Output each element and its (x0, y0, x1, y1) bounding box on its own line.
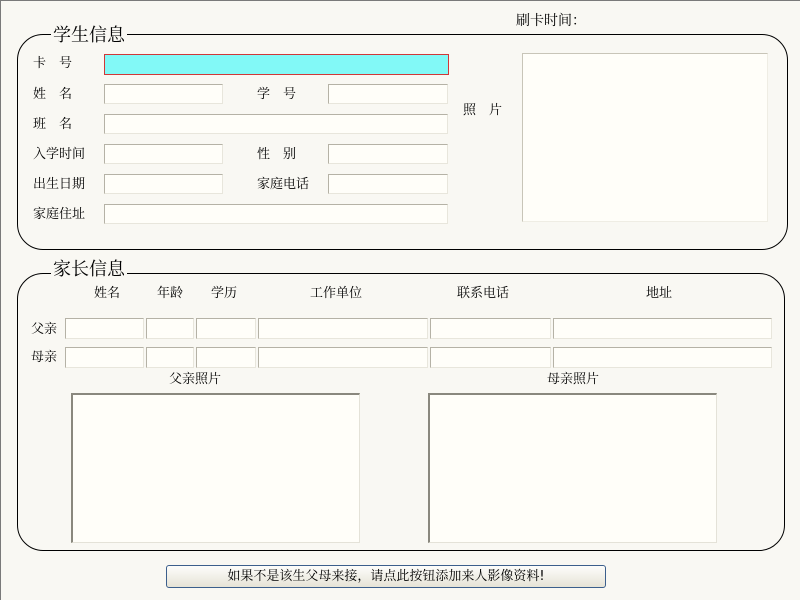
mother-photo-label: 母亲照片 (547, 372, 600, 387)
col-header-employer: 工作单位 (309, 286, 362, 301)
mother-phone-input[interactable] (430, 347, 551, 368)
col-header-education: 学历 (210, 286, 237, 301)
father-phone-input[interactable] (430, 318, 551, 339)
class-label: 班 名 (33, 117, 73, 132)
enroll-date-input[interactable] (104, 144, 223, 164)
student-no-input[interactable] (328, 84, 448, 104)
student-no-label: 学 号 (257, 87, 297, 102)
add-pickup-person-button[interactable]: 如果不是该生父母来接，请点此按钮添加来人影像资料! (166, 565, 606, 588)
col-header-name: 姓名 (93, 286, 120, 301)
parent-info-legend: 家长信息 (53, 259, 125, 280)
col-header-address: 地址 (645, 286, 672, 301)
mother-name-input[interactable] (65, 347, 144, 368)
card-no-input[interactable] (104, 54, 449, 75)
mother-row-label: 母亲 (31, 350, 58, 365)
student-info-legend: 学生信息 (53, 25, 125, 46)
home-address-label: 家庭住址 (33, 207, 86, 222)
birth-date-input[interactable] (104, 174, 223, 194)
photo-label: 照 片 (463, 103, 503, 118)
home-phone-input[interactable] (328, 174, 448, 194)
class-input[interactable] (104, 114, 448, 134)
col-header-age: 年龄 (156, 286, 183, 301)
student-photo-box (522, 53, 768, 222)
mother-education-input[interactable] (196, 347, 256, 368)
mother-address-input[interactable] (553, 347, 772, 368)
col-header-phone: 联系电话 (456, 286, 509, 301)
name-input[interactable] (104, 84, 223, 104)
birth-date-label: 出生日期 (33, 177, 86, 192)
father-address-input[interactable] (553, 318, 772, 339)
gender-input[interactable] (328, 144, 448, 164)
mother-employer-input[interactable] (258, 347, 428, 368)
father-age-input[interactable] (146, 318, 194, 339)
home-address-input[interactable] (104, 204, 448, 224)
home-phone-label: 家庭电话 (257, 177, 310, 192)
mother-photo-box (428, 393, 717, 543)
father-row-label: 父亲 (31, 322, 58, 337)
father-education-input[interactable] (196, 318, 256, 339)
father-photo-box (71, 393, 360, 543)
mother-age-input[interactable] (146, 347, 194, 368)
gender-label: 性 别 (257, 147, 297, 162)
card-no-label: 卡 号 (33, 56, 73, 71)
enroll-date-label: 入学时间 (33, 147, 86, 162)
name-label: 姓 名 (33, 87, 73, 102)
father-name-input[interactable] (65, 318, 144, 339)
father-employer-input[interactable] (258, 318, 428, 339)
swipe-time-label: 刷卡时间： (516, 13, 586, 29)
father-photo-label: 父亲照片 (169, 372, 222, 387)
